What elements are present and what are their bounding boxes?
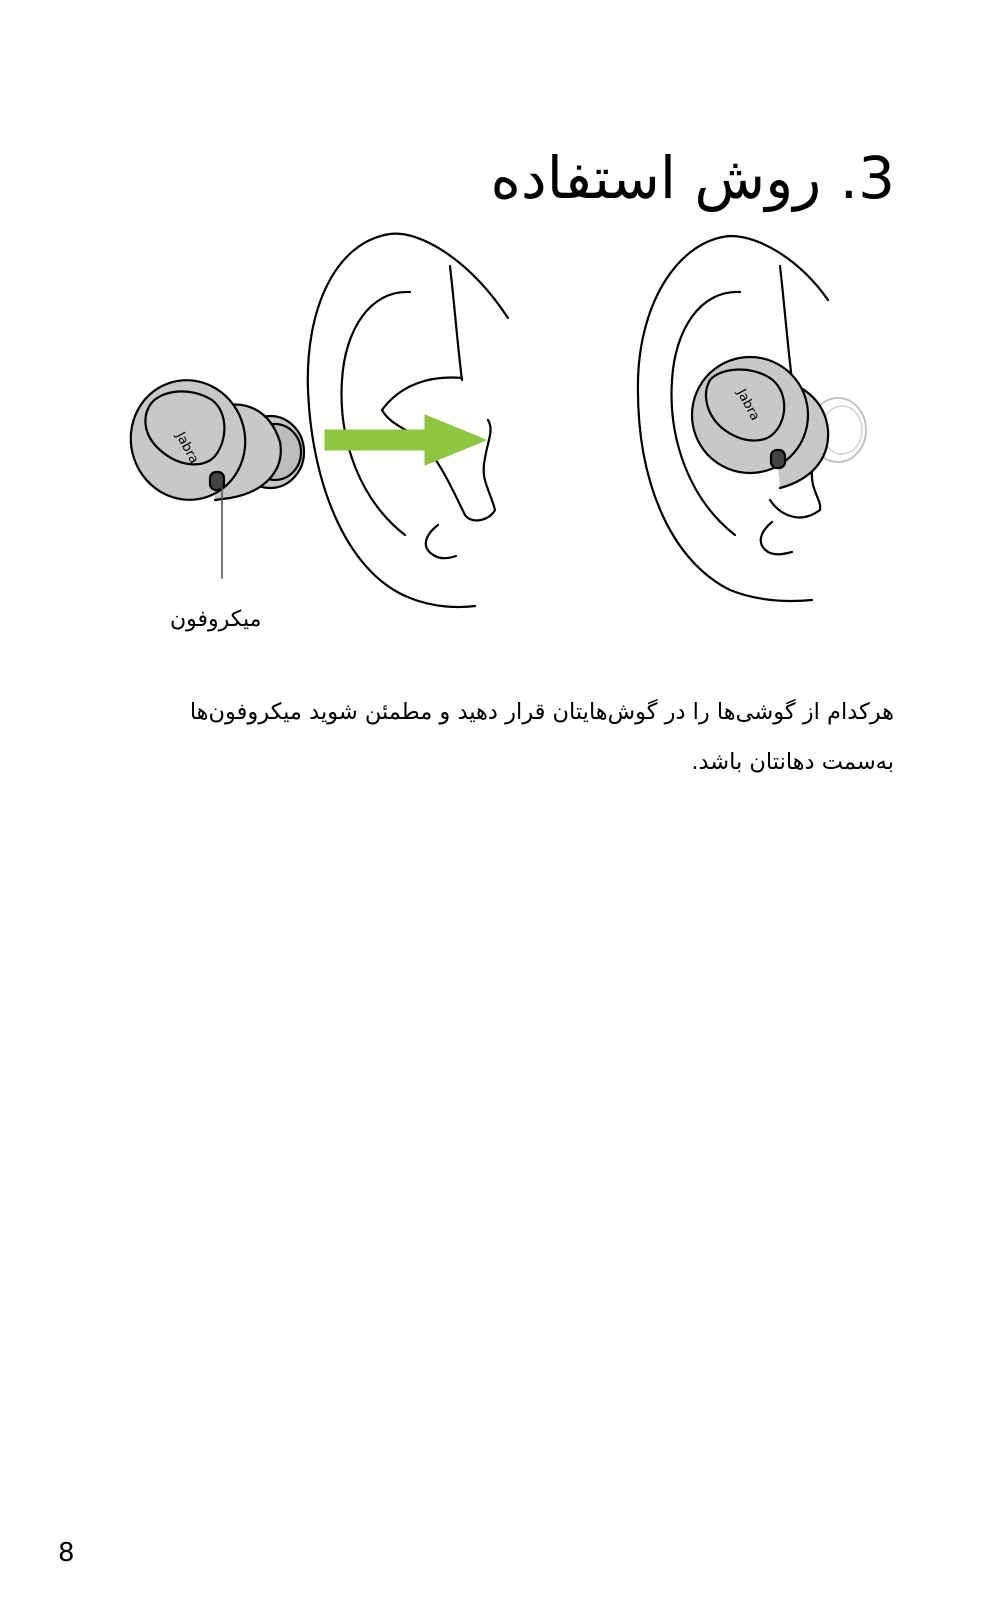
earbud-icon-left <box>120 367 304 578</box>
ear-outline-icon-left <box>308 234 508 607</box>
page-number: 8 <box>58 1538 75 1568</box>
brand-label-right: Jabra <box>733 386 763 424</box>
arrow-right-icon <box>325 415 486 465</box>
instruction-paragraph: هرکدام از گوشی‌ها را در گوش‌هایتان قرار دهید و مطمئن شوید میکروفون‌ها به‌سمت دهانتان باشد. <box>189 698 894 775</box>
microphone-callout-label: میکروفون <box>170 607 262 632</box>
page-title: 3. روش استفاده <box>490 143 895 212</box>
earbud-insertion-illustration <box>120 230 900 630</box>
earbud-icon-right <box>683 348 866 488</box>
brand-label-left: Jabra <box>172 429 202 467</box>
